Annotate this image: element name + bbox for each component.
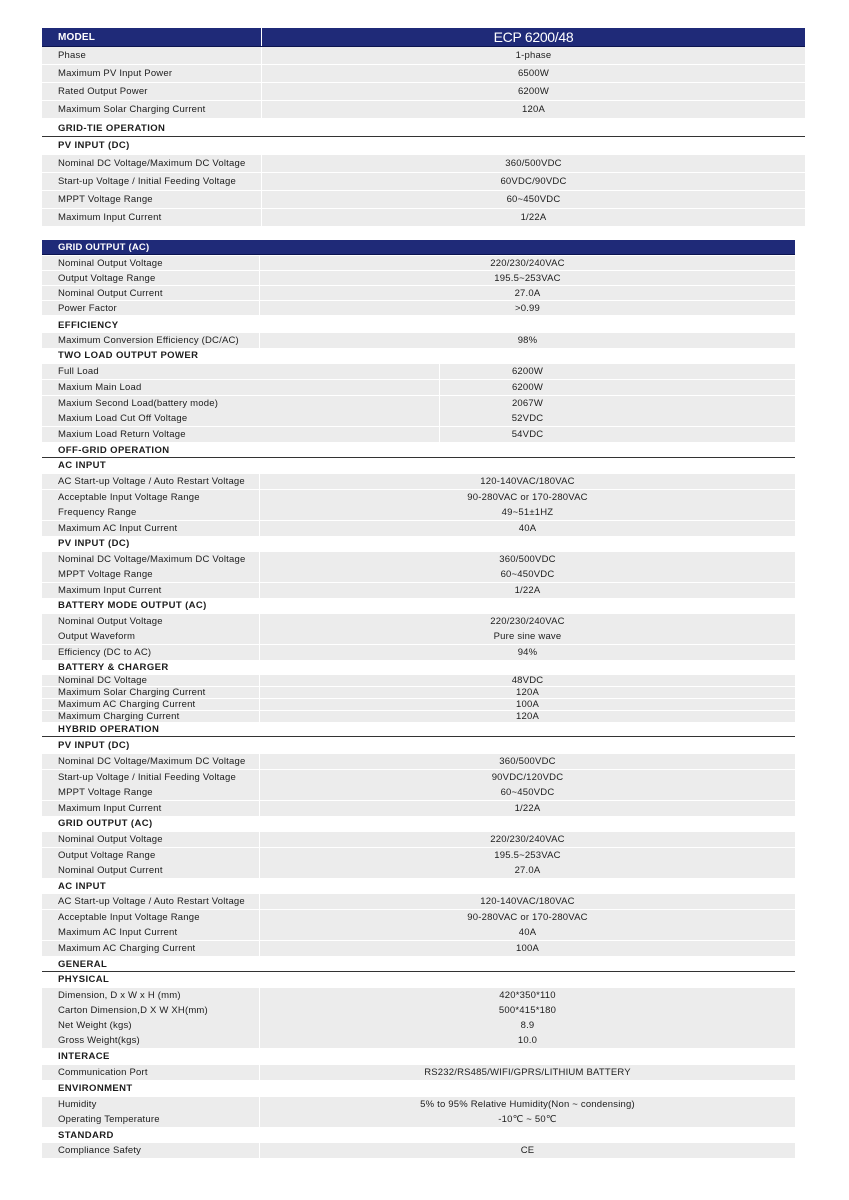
spec-label: MPPT Voltage Range bbox=[58, 569, 153, 580]
spec-row bbox=[42, 155, 805, 172]
spec-value: 120A bbox=[516, 711, 539, 722]
spec-value: >0.99 bbox=[514, 302, 541, 314]
spec-row bbox=[42, 988, 795, 1003]
subsection-title: STANDARD bbox=[58, 1129, 114, 1141]
spec-row bbox=[42, 910, 795, 925]
spec-row bbox=[42, 209, 805, 226]
spec-label: Power Factor bbox=[58, 302, 117, 314]
spec-label: Maximum Conversion Efficiency (DC/AC) bbox=[58, 335, 239, 346]
spec-value: 100A bbox=[516, 943, 539, 954]
spec-value: 6200W bbox=[517, 86, 550, 97]
spec-row bbox=[42, 286, 795, 300]
spec-value: 195.5~253VAC bbox=[494, 850, 561, 861]
spec-value: 60~450VDC bbox=[500, 787, 555, 798]
spec-row bbox=[42, 1143, 795, 1158]
spec-value: 27.0A bbox=[514, 287, 541, 299]
section-title-off-grid: OFF-GRID OPERATION bbox=[42, 444, 795, 458]
spec-value: 220/230/240VAC bbox=[490, 834, 565, 845]
spec-row bbox=[42, 645, 795, 660]
spec-value: 220/230/240VAC bbox=[490, 616, 565, 627]
spec-label: Nominal Output Voltage bbox=[58, 257, 163, 269]
spec-value: 420*350*110 bbox=[499, 990, 556, 1001]
spec-label: Maximum PV Input Power bbox=[58, 68, 173, 79]
spec-label: Maximum AC Charging Current bbox=[58, 699, 196, 710]
spec-label: Net Weight (kgs) bbox=[58, 1020, 132, 1031]
spec-label: Acceptable Input Voltage Range bbox=[58, 492, 200, 503]
spec-label: Nominal Output Current bbox=[58, 865, 163, 876]
spec-label: Maxium Load Cut Off Voltage bbox=[58, 413, 188, 424]
spec-label: Maximum Input Current bbox=[58, 585, 162, 596]
spec-label: Output Voltage Range bbox=[58, 272, 156, 284]
model-label: MODEL bbox=[58, 31, 96, 43]
spec-row bbox=[42, 1018, 795, 1033]
subsection-title: AC INPUT bbox=[58, 460, 107, 471]
spec-row bbox=[42, 941, 795, 956]
spec-label: Nominal DC Voltage/Maximum DC Voltage bbox=[58, 756, 246, 767]
spec-row bbox=[42, 271, 795, 285]
spec-row bbox=[42, 333, 795, 348]
spec-row bbox=[42, 427, 795, 442]
model-header bbox=[42, 28, 805, 47]
spec-value: 90VDC/120VDC bbox=[491, 772, 564, 783]
spec-label: Maximum Input Current bbox=[58, 803, 162, 814]
spec-value: 90-280VAC or 170-280VAC bbox=[467, 492, 588, 503]
subsection-title: ENVIRONMENT bbox=[58, 1082, 133, 1094]
subsection-title: INTERACE bbox=[58, 1050, 110, 1062]
spec-row bbox=[42, 687, 795, 698]
spec-value: 60VDC/90VDC bbox=[500, 176, 567, 187]
spec-label: Communication Port bbox=[58, 1067, 148, 1078]
spec-value: 120A bbox=[516, 687, 539, 698]
spec-value: 60~450VDC bbox=[500, 569, 555, 580]
spec-row bbox=[42, 894, 795, 909]
spec-label: Nominal DC Voltage/Maximum DC Voltage bbox=[58, 158, 246, 169]
subsection-title: TWO LOAD OUTPUT POWER bbox=[58, 349, 199, 361]
spec-value: 52VDC bbox=[511, 413, 544, 424]
spec-label: Maxium Main Load bbox=[58, 382, 142, 393]
spec-value: 6200W bbox=[511, 366, 544, 377]
spec-row bbox=[42, 474, 795, 489]
subsection-title: BATTERY MODE OUTPUT (AC) bbox=[58, 600, 207, 611]
spec-value: Pure sine wave bbox=[493, 631, 562, 642]
spec-value: 1-phase bbox=[515, 50, 552, 61]
spec-label: Output Voltage Range bbox=[58, 850, 156, 861]
spec-label: Start-up Voltage / Initial Feeding Voltage bbox=[58, 176, 236, 187]
spec-label: Nominal DC Voltage/Maximum DC Voltage bbox=[58, 554, 246, 565]
spec-row bbox=[42, 699, 795, 710]
spec-value: 120-140VAC/180VAC bbox=[480, 896, 575, 907]
spec-value: 40A bbox=[518, 927, 537, 938]
spec-value: 120A bbox=[522, 104, 545, 115]
spec-row bbox=[42, 629, 795, 644]
spec-row bbox=[42, 675, 795, 686]
spec-row bbox=[42, 1033, 795, 1048]
spec-value: 360/500VDC bbox=[499, 554, 556, 565]
spec-label: Maxium Load Return Voltage bbox=[58, 429, 186, 440]
spec-row bbox=[42, 863, 795, 878]
spec-label: Output Waveform bbox=[58, 631, 136, 642]
spec-label: Maximum Charging Current bbox=[58, 711, 180, 722]
grid-output-header: GRID OUTPUT (AC) bbox=[42, 240, 795, 255]
spec-value: 1/22A bbox=[514, 585, 541, 596]
spec-label: AC Start-up Voltage / Auto Restart Voltage bbox=[58, 896, 245, 907]
spec-label: Phase bbox=[58, 50, 86, 61]
spec-row bbox=[42, 1003, 795, 1018]
spec-label: Maximum Solar Charging Current bbox=[58, 687, 206, 698]
spec-label: Maxium Second Load(battery mode) bbox=[58, 398, 219, 409]
spec-label: Maximum Input Current bbox=[58, 212, 162, 223]
spec-row bbox=[42, 552, 795, 567]
subsection-title: PHYSICAL bbox=[58, 973, 110, 985]
spec-label: Acceptable Input Voltage Range bbox=[58, 912, 200, 923]
spec-row bbox=[42, 83, 805, 100]
spec-label: Full Load bbox=[58, 366, 99, 377]
section-title-grid-tie: GRID-TIE OPERATION bbox=[42, 120, 805, 137]
spec-value: 27.0A bbox=[514, 865, 541, 876]
spec-row bbox=[42, 832, 795, 847]
subsection-title: PV INPUT (DC) bbox=[58, 538, 130, 549]
spec-row bbox=[42, 925, 795, 940]
spec-value: 2067W bbox=[511, 398, 544, 409]
spec-label: Rated Output Power bbox=[58, 86, 148, 97]
spec-value: 54VDC bbox=[511, 429, 544, 440]
spec-row bbox=[42, 380, 795, 395]
spec-row bbox=[42, 65, 805, 82]
spec-row bbox=[42, 1112, 795, 1127]
spec-value: RS232/RS485/WIFI/GPRS/LITHIUM BATTERY bbox=[424, 1067, 631, 1078]
spec-value: 6500W bbox=[517, 68, 550, 79]
spec-value: 48VDC bbox=[511, 675, 544, 686]
section-title-hybrid: HYBRID OPERATION bbox=[42, 723, 795, 737]
spec-value: 94% bbox=[517, 647, 538, 658]
spec-value: 8.9 bbox=[520, 1020, 535, 1031]
spec-row bbox=[42, 848, 795, 863]
spec-row bbox=[42, 614, 795, 629]
spec-label: Maximum AC Input Current bbox=[58, 927, 178, 938]
spec-value: CE bbox=[520, 1145, 535, 1156]
subsection-title: EFFICIENCY bbox=[58, 319, 119, 331]
spec-row bbox=[42, 191, 805, 208]
spec-row bbox=[42, 801, 795, 816]
spec-value: 195.5~253VAC bbox=[494, 272, 561, 284]
spec-value: 6200W bbox=[511, 382, 544, 393]
spec-value: 60~450VDC bbox=[506, 194, 561, 205]
spec-value: 1/22A bbox=[514, 803, 541, 814]
spec-label: Nominal Output Current bbox=[58, 287, 163, 299]
spec-label: Frequency Range bbox=[58, 507, 137, 518]
spec-label: Maximum Solar Charging Current bbox=[58, 104, 206, 115]
spec-label: Dimension, D x W x H (mm) bbox=[58, 990, 181, 1001]
spec-label: Nominal Output Voltage bbox=[58, 834, 163, 845]
subsection-title: PV INPUT (DC) bbox=[58, 740, 130, 751]
spec-label: MPPT Voltage Range bbox=[58, 787, 153, 798]
spec-row bbox=[42, 711, 795, 722]
spec-value: 90-280VAC or 170-280VAC bbox=[467, 912, 588, 923]
subsection-title: PV INPUT (DC) bbox=[58, 140, 130, 151]
spec-label: Nominal DC Voltage bbox=[58, 675, 148, 686]
spec-row bbox=[42, 505, 795, 520]
spec-value: 360/500VDC bbox=[505, 158, 562, 169]
spec-label: Humidity bbox=[58, 1099, 97, 1110]
model-name: ECP 6200/48 bbox=[493, 29, 574, 45]
subsection-title: GRID OUTPUT (AC) bbox=[58, 818, 153, 829]
spec-label: Operating Temperature bbox=[58, 1114, 160, 1125]
spec-row bbox=[42, 1097, 795, 1112]
spec-row bbox=[42, 583, 795, 598]
spec-row bbox=[42, 47, 805, 64]
subsection-title: BATTERY & CHARGER bbox=[58, 661, 169, 673]
spec-row bbox=[42, 411, 795, 426]
spec-label: Gross Weight(kgs) bbox=[58, 1035, 140, 1046]
spec-label: Maximum AC Charging Current bbox=[58, 943, 196, 954]
spec-row bbox=[42, 364, 795, 379]
spec-row bbox=[42, 770, 795, 785]
spec-label: Nominal Output Voltage bbox=[58, 616, 163, 627]
spec-row bbox=[42, 256, 795, 270]
spec-value: 10.0 bbox=[517, 1035, 538, 1046]
spec-row bbox=[42, 521, 795, 536]
spec-label: Compliance Safety bbox=[58, 1145, 142, 1156]
spec-row bbox=[42, 101, 805, 118]
spec-value: 500*415*180 bbox=[498, 1005, 557, 1016]
spec-label: AC Start-up Voltage / Auto Restart Voltage bbox=[58, 476, 245, 487]
spec-value: -10℃ ~ 50℃ bbox=[498, 1114, 557, 1125]
spec-label: Start-up Voltage / Initial Feeding Voltage bbox=[58, 772, 236, 783]
spec-row bbox=[42, 567, 795, 582]
spec-label: Efficiency (DC to AC) bbox=[58, 647, 152, 658]
spec-value: 360/500VDC bbox=[499, 756, 556, 767]
spec-value: 100A bbox=[516, 699, 539, 710]
spec-row bbox=[42, 1065, 795, 1080]
subsection-title: AC INPUT bbox=[58, 881, 107, 892]
spec-value: 40A bbox=[518, 523, 537, 534]
spec-row bbox=[42, 396, 795, 411]
spec-row bbox=[42, 754, 795, 769]
spec-value: 1/22A bbox=[520, 212, 547, 223]
spec-label: Carton Dimension,D X W XH(mm) bbox=[58, 1005, 208, 1016]
spec-row bbox=[42, 301, 795, 315]
spec-value: 49~51±1HZ bbox=[501, 507, 554, 518]
spec-row bbox=[42, 490, 795, 505]
spec-value: 5% to 95% Relative Humidity(Non ~ condensing) bbox=[420, 1099, 635, 1110]
section-title-general: GENERAL bbox=[42, 957, 795, 972]
spec-label: MPPT Voltage Range bbox=[58, 194, 153, 205]
spec-value: 120-140VAC/180VAC bbox=[480, 476, 575, 487]
spec-value: 220/230/240VAC bbox=[490, 257, 565, 269]
spec-row bbox=[42, 785, 795, 800]
spec-row bbox=[42, 173, 805, 190]
spec-value: 98% bbox=[517, 335, 538, 346]
spec-label: Maximum AC Input Current bbox=[58, 523, 178, 534]
